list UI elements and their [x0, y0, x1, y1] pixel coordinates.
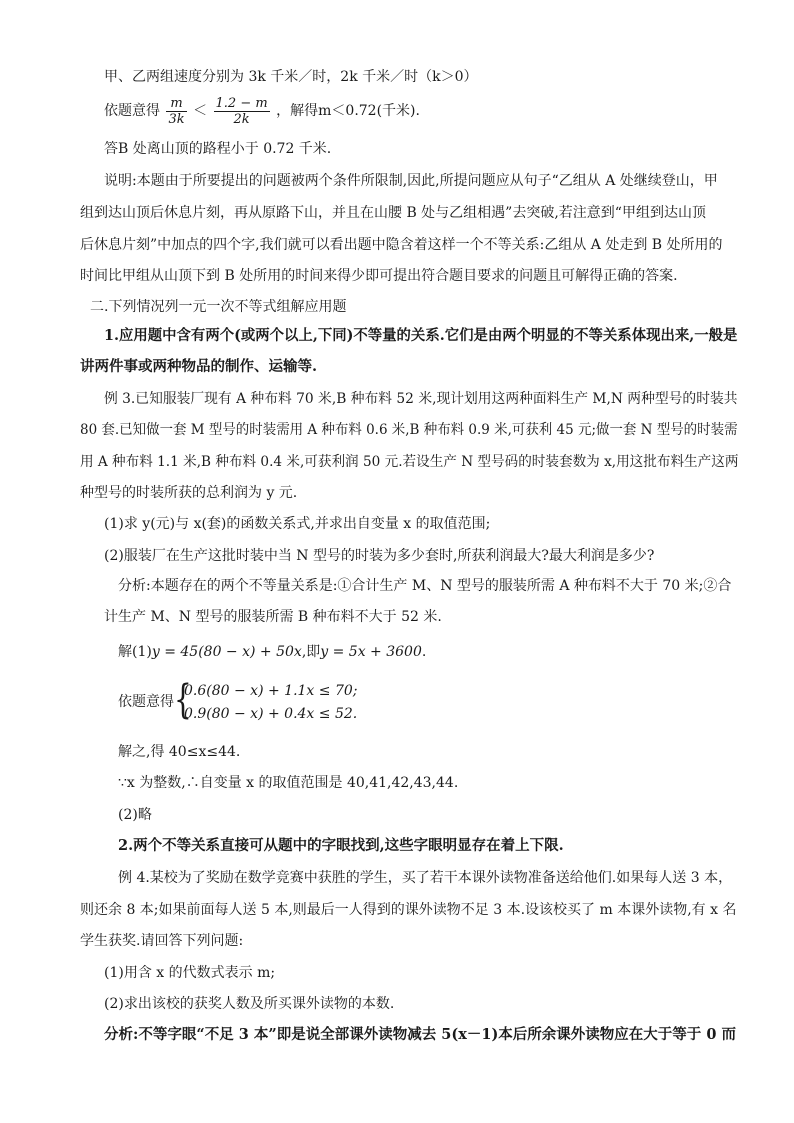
- analysis-line-1: 分析:本题存在的两个不等量关系是:①合计生产 M、N 型号的服装所需 A 种布料不大于 70 米;②合: [118, 578, 732, 594]
- example-3-line-1: 例 3.已知服装厂现有 A 种布料 70 米,B 种布料 52 米,现计划用这两种面料生产 M,N 两种型号的时装共: [104, 391, 738, 407]
- point-1-line-1: 1.应用题中含有两个(或两个以上,下同)不等量的关系.它们是由两个明显的不等关系体现出来,一般是: [104, 327, 738, 344]
- inequality-2: 0.9(80 − x) + 0.4x ≤ 52.: [184, 706, 358, 722]
- solution-range: 解之,得 40≤x≤44.: [118, 744, 241, 760]
- section-heading: 二.下列情况列一元一次不等式组解应用题: [90, 299, 347, 315]
- speed-statement: 甲、乙两组速度分别为 3k 千米／时，2k 千米／时（k＞0）: [104, 69, 478, 85]
- fraction-denominator: 2k: [233, 111, 250, 127]
- question-1: (1)求 y(元)与 x(套)的函数关系式,并求出自变量 x 的取值范围;: [104, 516, 491, 532]
- analysis-line-2: 计生产 M、N 型号的服装所需 B 种布料不大于 52 米.: [104, 609, 442, 625]
- example-3-line-2: 80 套.已知做一套 M 型号的时装需用 A 种布料 0.6 米,B 种布料 0.9 米,可获利 45 元;做一套 N 型号的时装需: [80, 422, 738, 438]
- part-2-omitted: (2)略: [118, 807, 152, 823]
- example-4-line-1: 例 4.某校为了奖励在数学竞赛中获胜的学生，买了若干本课外读物准备送给他们.如果每人送 3 本，: [118, 870, 733, 886]
- question-2: (2)服装厂在生产这批时装中当 N 型号的时装为多少套时,所获利润最大?最大利润是多少?: [104, 548, 655, 564]
- example-3-line-3: 用 A 种布料 1.1 米,B 种布料 0.4 米,可获利润 50 元.若设生产 N 型号码的时装套数为 x,用这批布料生产这两: [80, 454, 739, 470]
- less-than-sign: ＜: [193, 103, 208, 119]
- inequality-system-prefix: 依题意得: [118, 694, 174, 710]
- left-brace-icon: {: [174, 677, 192, 723]
- solution-connector: ,即: [301, 644, 321, 660]
- inequality-prefix: 依题意得: [104, 103, 160, 119]
- example-4-question-2: (2)求出该校的获奖人数及所买课外读物的本数.: [104, 996, 395, 1012]
- explanation-line-2: 组到达山顶后休息片刻，再从原路下山，并且在山腰 B 处与乙组相遇”去突破,若注意到“甲组到达山顶: [80, 205, 706, 221]
- example-4-question-1: (1)用含 x 的代数式表示 m;: [104, 965, 276, 981]
- example-4-line-3: 学生获奖.请回答下列问题:: [80, 933, 244, 949]
- profit-equation: y = 45(80 − x) + 50x: [151, 644, 302, 660]
- solution-label: 解(1): [118, 644, 152, 660]
- example-4-analysis: 分析:不等字眼“不足 3 本”即是说全部课外读物减去 5(x－1)本后所余课外读物应在大于等于 0 而: [104, 1026, 736, 1043]
- explanation-line-3: 后休息片刻”中加点的四个字,我们就可以看出题中隐含着这样一个不等关系:乙组从 A 处走到 B 处所用的: [80, 237, 723, 253]
- fraction-numerator: 1.2 − m: [215, 95, 268, 111]
- fraction-m-over-3k: [166, 96, 186, 127]
- inequality-setup: [104, 92, 420, 130]
- explanation-line-1: 说明:本题由于所要提出的问题被两个条件所限制,因此,所提问题应从句子“乙组从 A 处继续登山，甲: [104, 173, 718, 189]
- fraction-numerator: m: [166, 96, 186, 112]
- fraction-remaining-over-2k: [214, 96, 270, 127]
- solution-period: .: [421, 644, 427, 660]
- example-3-line-4: 种型号的时装所获的总利润为 y 元.: [80, 485, 298, 501]
- solution-profit-equation: [118, 642, 426, 662]
- simplified-equation: y = 5x + 3600: [320, 644, 422, 660]
- answer-statement: 答B 处离山顶的路程小于 0.72 千米.: [104, 141, 332, 157]
- point-1-line-2: 讲两件事或两种物品的制作、运输等.: [80, 358, 318, 375]
- fraction-denominator: 3k: [168, 111, 185, 127]
- inequality-result: ，解得m＜0.72(千米).: [276, 103, 420, 119]
- integer-values: ∵x 为整数,∴自变量 x 的取值范围是 40,41,42,43,44.: [118, 775, 459, 791]
- example-4-line-2: 则还余 8 本;如果前面每人送 5 本,则最后一人得到的课外读物不足 3 本.设该校买了 m 本课外读物,有 x 名: [80, 902, 737, 918]
- point-2-heading: 2.两个不等关系直接可从题中的字眼找到,这些字眼明显存在着上下限.: [118, 837, 564, 854]
- explanation-line-4: 时间比甲组从山顶下到 B 处所用的时间来得少即可提出符合题目要求的问题且可解得正确的答案.: [80, 268, 678, 284]
- inequality-1: 0.6(80 − x) + 1.1x ≤ 70;: [184, 683, 358, 699]
